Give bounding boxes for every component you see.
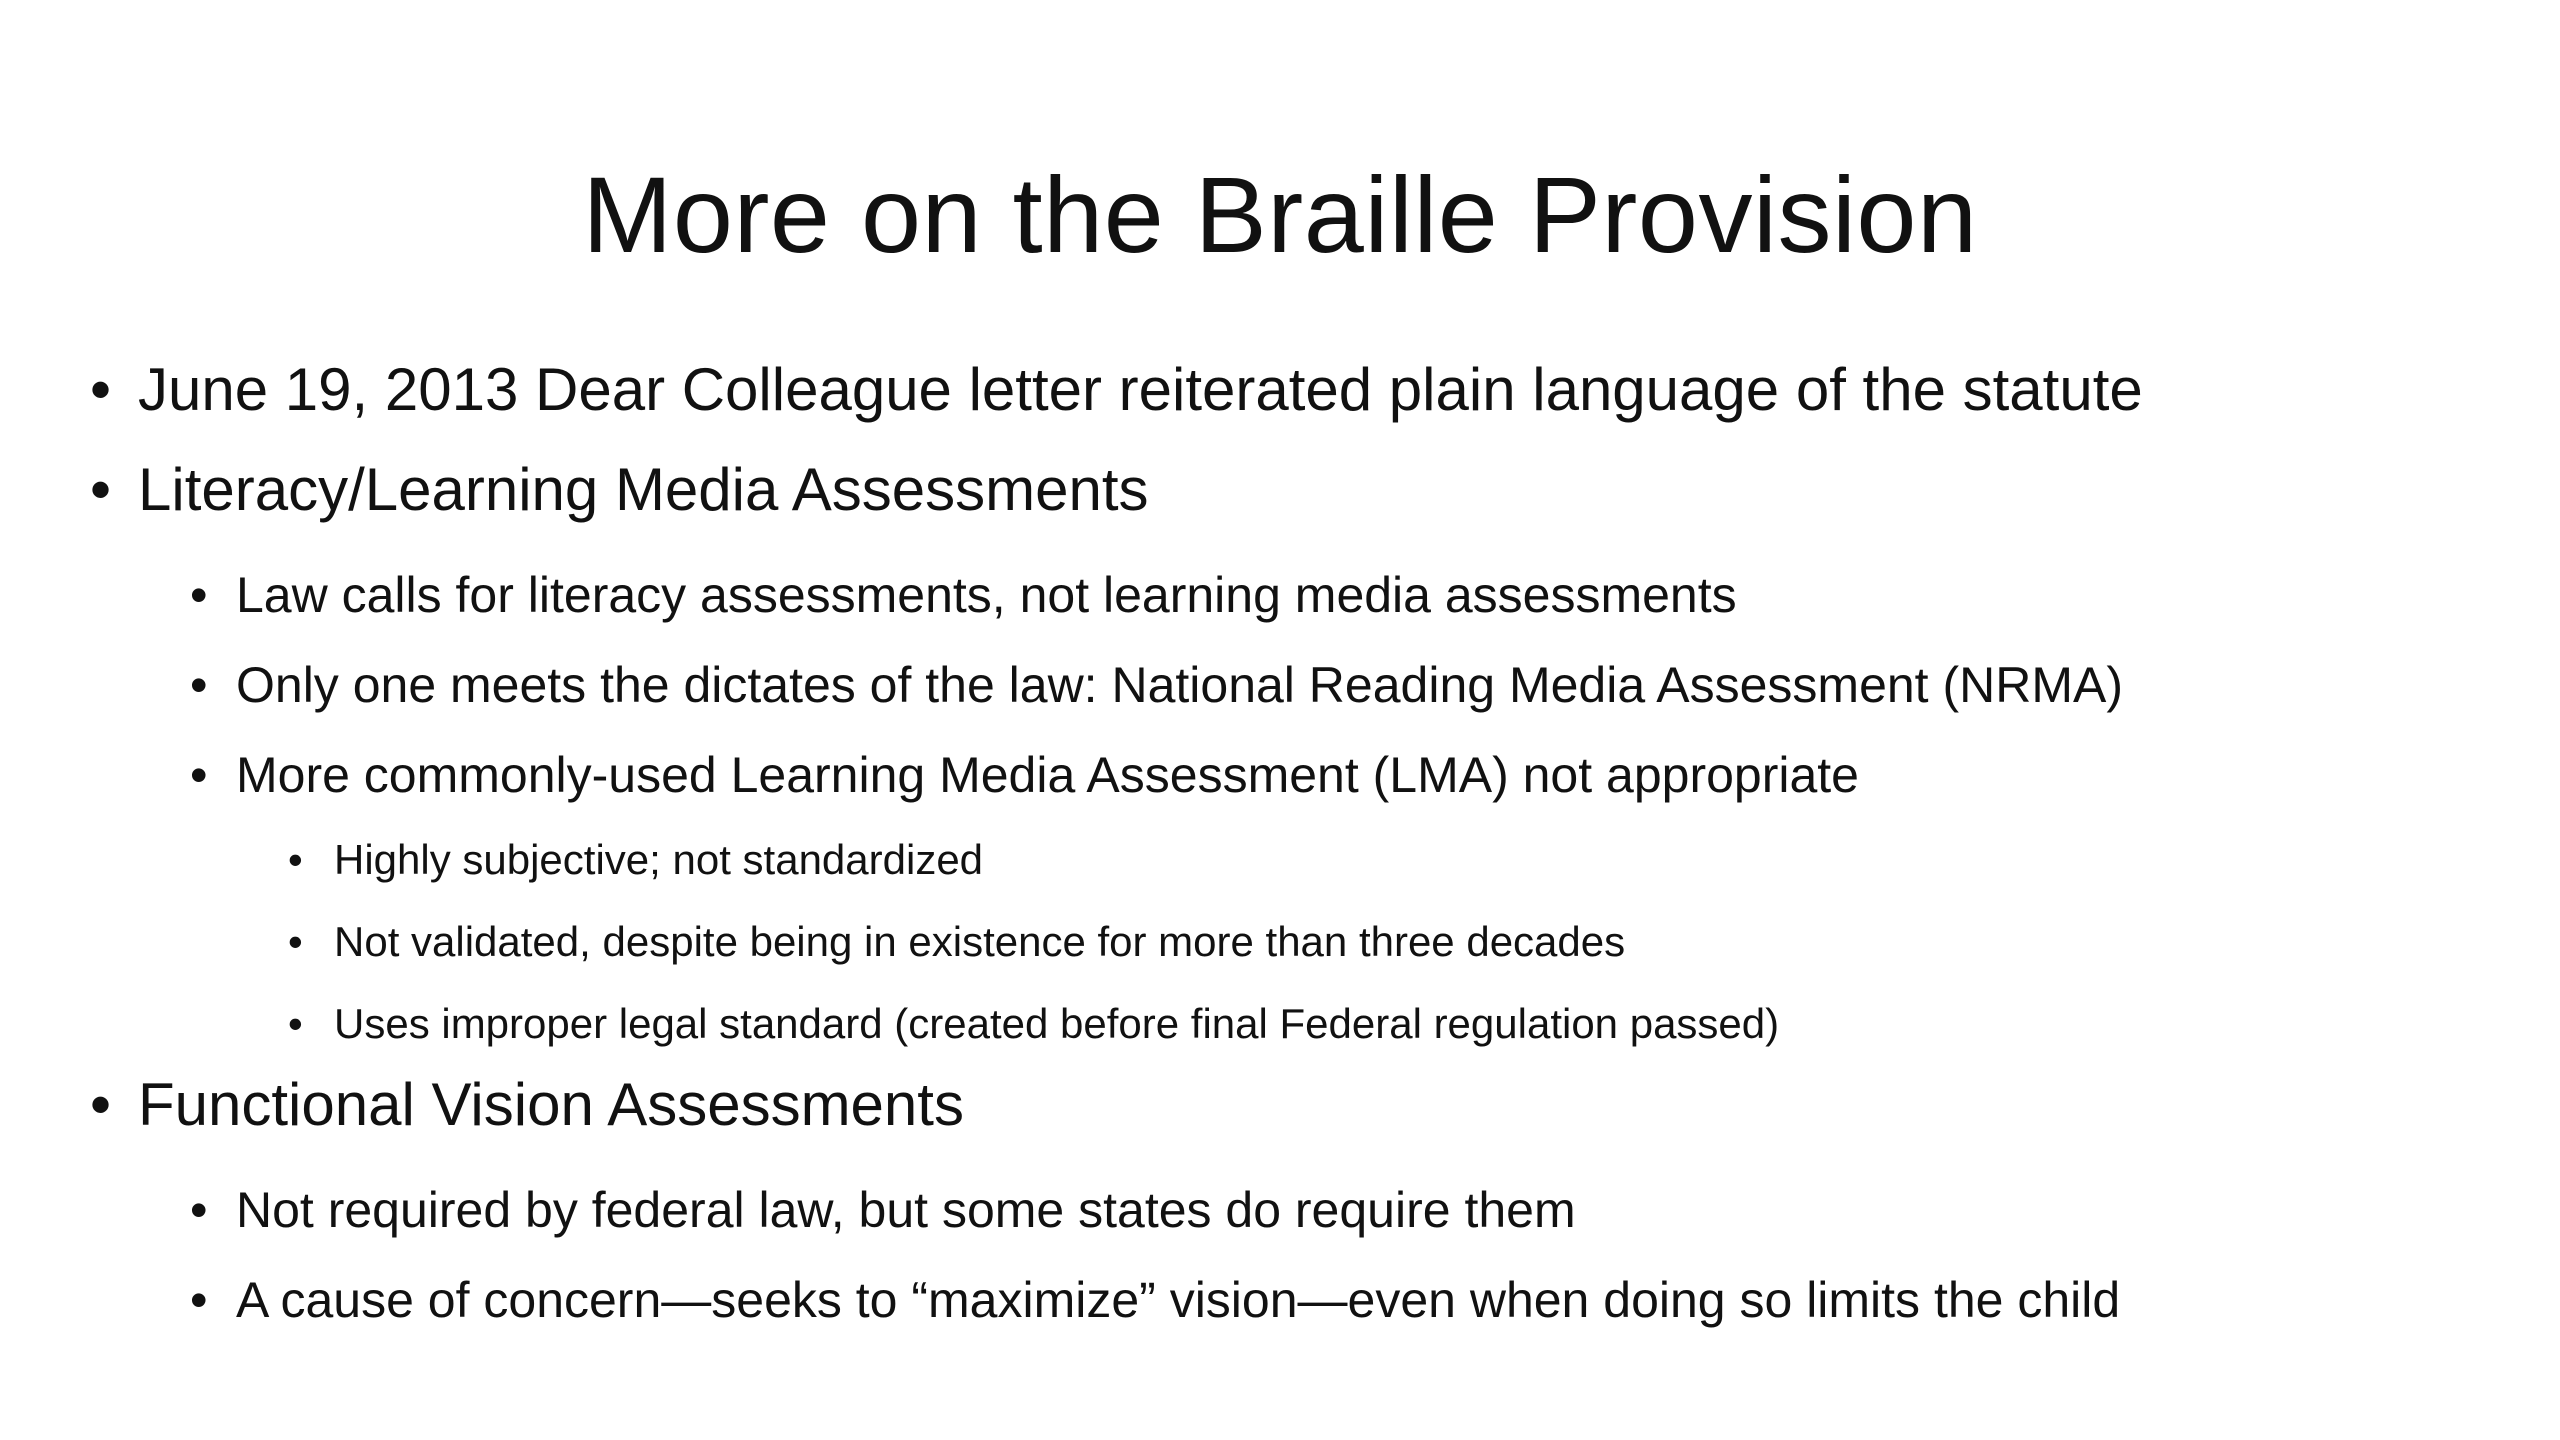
bullet-text: Literacy/Learning Media Assessments xyxy=(138,456,1149,523)
bullet-icon: • xyxy=(190,657,208,713)
bullet-icon: • xyxy=(190,1182,208,1238)
bullet-icon: • xyxy=(190,1272,208,1328)
bullet-text: Functional Vision Assessments xyxy=(138,1071,964,1138)
bullet-text: Only one meets the dictates of the law: National Reading Media Assessment (NRMA) xyxy=(236,657,2123,713)
bullet-icon: • xyxy=(288,836,303,883)
bullet-icon: • xyxy=(288,1000,303,1047)
bullet-item-level-2 xyxy=(190,655,2123,715)
bullet-item-level-3 xyxy=(288,835,984,885)
bullet-text: Law calls for literacy assessments, not learning media assessments xyxy=(236,567,1737,623)
bullet-text: Uses improper legal standard (created before final Federal regulation passed) xyxy=(334,1000,1780,1047)
bullet-text: More commonly-used Learning Media Assessment (LMA) not appropriate xyxy=(236,747,1859,803)
bullet-item-level-2 xyxy=(190,1180,1576,1240)
bullet-icon: • xyxy=(90,456,112,523)
bullet-icon: • xyxy=(190,567,208,623)
bullet-item-level-1 xyxy=(90,1070,964,1140)
bullet-icon: • xyxy=(90,356,112,423)
bullet-item-level-1 xyxy=(90,355,2143,425)
bullet-icon: • xyxy=(288,918,303,965)
bullet-icon: • xyxy=(90,1071,112,1138)
bullet-item-level-2 xyxy=(190,745,1859,805)
bullet-icon: • xyxy=(190,747,208,803)
bullet-item-level-1 xyxy=(90,455,1149,525)
bullet-item-level-2 xyxy=(190,1270,2121,1330)
bullet-text: Highly subjective; not standardized xyxy=(334,836,984,883)
bullet-text: A cause of concern—seeks to “maximize” vision—even when doing so limits the child xyxy=(236,1272,2121,1328)
bullet-text: Not validated, despite being in existence for more than three decades xyxy=(334,918,1626,965)
slide-title: More on the Braille Provision xyxy=(582,154,1978,275)
bullet-item-level-2 xyxy=(190,565,1737,625)
bullet-item-level-3 xyxy=(288,917,1626,967)
bullet-text: June 19, 2013 Dear Colleague letter reiterated plain language of the statute xyxy=(138,356,2143,423)
bullet-item-level-3 xyxy=(288,999,1780,1049)
bullet-text: Not required by federal law, but some states do require them xyxy=(236,1182,1576,1238)
